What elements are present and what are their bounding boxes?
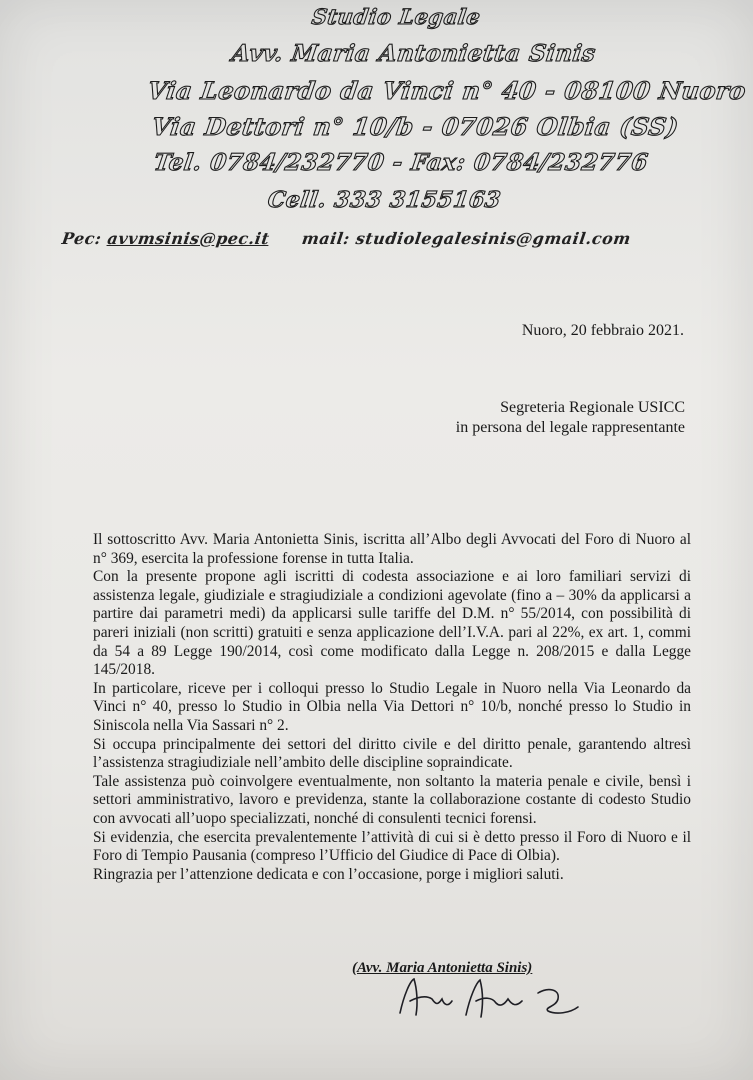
- body-paragraph: Tale assistenza può coinvolgere eventualmente, non soltanto la materia penale e civile, bensì i settori amministrativo, lavoro e previdenza, stante la collaborazione costante di codesto Studio con avvocati all’uopo specializzati, nonché di consulenti tecnici forensi.: [93, 772, 691, 827]
- letterhead-mail: mail: studiolegalesinis@gmail.com: [300, 229, 633, 248]
- handwritten-signature: [388, 975, 588, 1020]
- body-paragraph: Con la presente propone agli iscritti di codesta associazione e ai loro familiari servizi di assistenza legale, giudiziale e stragiudiziale a condizioni agevolate (fino a – 30% da applicarsi a partire dai parametri medi) da applicarsi sulle tariffe del D.M. n° 55/2014, con possibilità di pareri iniziali (non scritti) gratuiti e senza applicazione dell’I.V.A. pari al 22%, ex art. 1, commi da 54 a 89 Legge 190/2014, così come modificato dalla Legge n. 208/2015 e dalla Legge 145/2018.: [93, 568, 691, 679]
- letterhead-studio: Studio Legale: [310, 4, 483, 29]
- body-paragraph: Ringrazia per l’attenzione dedicata e con l’occasione, porge i migliori saluti.: [93, 865, 564, 883]
- pec-label: Pec:: [60, 229, 103, 248]
- letterhead-tel-fax: Tel. 0784/232770 - Fax: 0784/232776: [152, 149, 650, 176]
- signature-name: (Avv. Maria Antonietta Sinis): [352, 960, 533, 976]
- recipient-block: [456, 398, 685, 438]
- letterhead-address-nuoro: Via Leonardo da Vinci n° 40 - 08100 Nuoro: [145, 76, 749, 105]
- letterhead-lawyer: Avv. Maria Antonietta Sinis: [230, 40, 598, 67]
- letter-date: Nuoro, 20 febbraio 2021.: [521, 322, 684, 339]
- letterhead-cell: Cell. 333 3155163: [266, 187, 503, 213]
- letterhead-pec: [61, 229, 271, 248]
- body-paragraph: In particolare, riceve per i colloqui presso lo Studio Legale in Nuoro nella Via Leonardo da Vinci n° 40, presso lo Studio in Olbia nella Via Dettori n° 10/b, nonché presso lo Studio in Siniscola nella Via Sassari n° 2.: [93, 679, 691, 734]
- body-paragraph: Si occupa principalmente dei settori del diritto civile e del diritto penale, garantendo altresì l’assistenza stragiudiziale nell’ambito delle discipline sopraindicate.: [93, 735, 691, 772]
- letterhead-address-olbia: Via Dettori n° 10/b - 07026 Olbia (SS): [149, 112, 681, 141]
- body-paragraph: Si evidenzia, che esercita prevalentemente l’attività di cui si è detto presso il Foro di Nuoro e il Foro di Tempio Pausania (compreso l’Ufficio del Giudice di Pace di Olbia).: [93, 828, 691, 865]
- letter-body: [93, 531, 691, 884]
- body-paragraph: Il sottoscritto Avv. Maria Antonietta Sinis, iscritta all’Albo degli Avvocati del Foro di Nuoro al n° 369, esercita la professione forense in tutta Italia.: [93, 531, 691, 567]
- recipient-line-1: Segreteria Regionale USICC: [500, 399, 685, 416]
- pec-value: avvmsinis@pec.it: [106, 229, 271, 248]
- recipient-line-2: in persona del legale rappresentante: [455, 419, 685, 436]
